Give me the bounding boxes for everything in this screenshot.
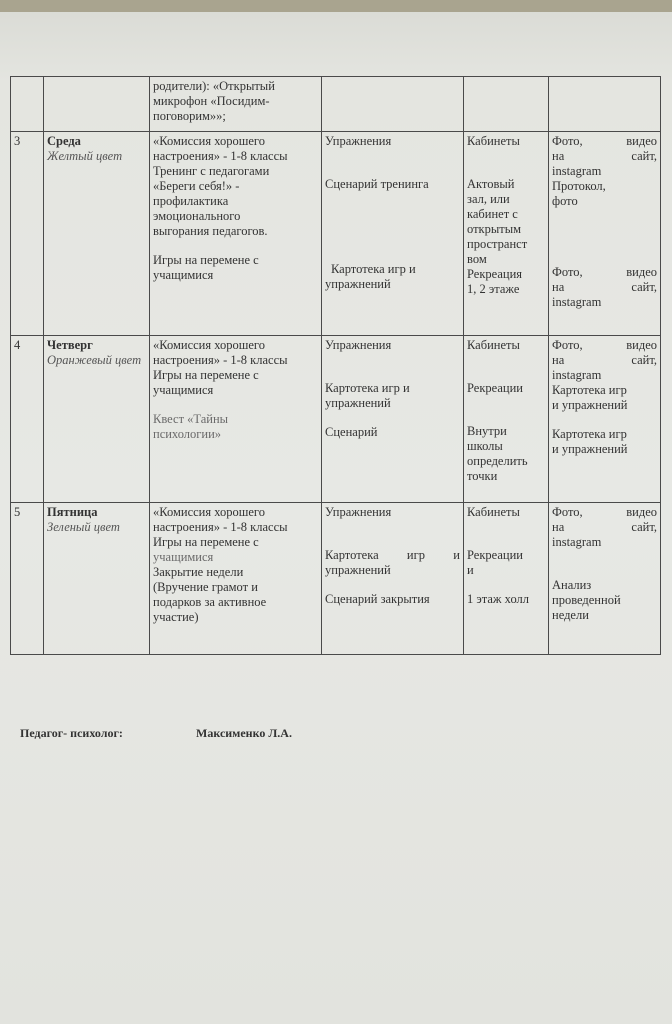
table-row-wednesday bbox=[11, 132, 661, 336]
table-row-friday bbox=[11, 503, 661, 655]
places-cell: Кабинеты Актовый зал, или кабинет с открытым пространст вом Рекреация 1, 2 этаже bbox=[464, 132, 549, 336]
row-number: 3 bbox=[11, 132, 44, 336]
row-number: 5 bbox=[11, 503, 44, 655]
event-plan-table bbox=[10, 76, 661, 655]
day-name: Четверг bbox=[47, 338, 93, 352]
table-row bbox=[11, 77, 661, 132]
page-top-edge bbox=[0, 0, 672, 12]
results-cell: Фото, видео на сайт, instagram Анализ проведенной недели bbox=[549, 503, 661, 655]
day-cell bbox=[44, 132, 150, 336]
events-cell: «Комиссия хорошего настроения» - 1-8 классы Тренинг с педагогами «Береги себя!» - профилактика эмоционального выгорания педагогов. Игры на перемене с учащимися bbox=[150, 132, 322, 336]
day-name: Пятница bbox=[47, 505, 98, 519]
table-row-thursday bbox=[11, 336, 661, 503]
day-cell bbox=[44, 336, 150, 503]
places-cell: Кабинеты Рекреации и 1 этаж холл bbox=[464, 503, 549, 655]
forms-cell: Упражнения Сценарий тренинга Картотека игр и упражнений bbox=[322, 132, 464, 336]
signature-role: Педагог- психолог: bbox=[20, 726, 123, 740]
events-cell: родители): «Открытый микрофон «Посидим- поговорим»»; bbox=[150, 77, 322, 132]
events-cell: «Комиссия хорошего настроения» - 1-8 классы Игры на перемене с учащимися Закрытие недели (Вручение грамот и подарков за активное участие) bbox=[150, 503, 322, 655]
places-cell: Кабинеты Рекреации Внутри школы определить точки bbox=[464, 336, 549, 503]
num-cell bbox=[11, 77, 44, 132]
places-cell bbox=[464, 77, 549, 132]
signature-name: Максименко Л.А. bbox=[196, 726, 292, 740]
day-name: Среда bbox=[47, 134, 81, 148]
results-cell: Фото, видео на сайт, instagram Протокол, фото Фото, видео на сайт, instagram bbox=[549, 132, 661, 336]
events-cell: «Комиссия хорошего настроения» - 1-8 классы Игры на перемене с учащимися Квест «Тайны психологии» bbox=[150, 336, 322, 503]
forms-cell: Упражнения Картотека игр и упражнений Сценарий bbox=[322, 336, 464, 503]
results-cell bbox=[549, 77, 661, 132]
forms-cell bbox=[322, 77, 464, 132]
row-number: 4 bbox=[11, 336, 44, 503]
forms-cell: Упражнения Картотека игр и упражнений Сценарий закрытия bbox=[322, 503, 464, 655]
day-color: Зеленый цвет bbox=[47, 520, 120, 534]
day-cell bbox=[44, 77, 150, 132]
day-cell bbox=[44, 503, 150, 655]
day-color: Оранжевый цвет bbox=[47, 353, 142, 367]
day-color: Желтый цвет bbox=[47, 149, 123, 163]
results-cell: Фото, видео на сайт, instagram Картотека игр и упражнений Картотека игр и упражнений bbox=[549, 336, 661, 503]
